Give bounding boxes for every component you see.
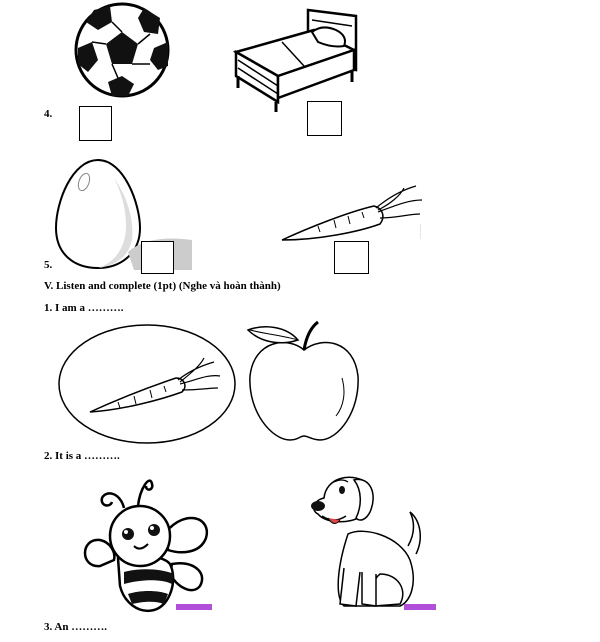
circled-carrot-picture: [56, 322, 238, 446]
apple-picture: [246, 318, 364, 444]
answer-box-ball[interactable]: [79, 106, 112, 141]
item-5-number: 5.: [44, 259, 53, 271]
soccer-ball-picture: [74, 2, 172, 98]
question-1: 1. I am a ……….: [44, 302, 124, 314]
carrot-watermark: ………: [418, 224, 424, 239]
bee-picture: [80, 468, 214, 614]
question-3: 3. An ……….: [44, 621, 107, 633]
dog-watermark-badge: [404, 604, 436, 610]
answer-box-bed[interactable]: [307, 101, 342, 136]
dog-picture: [304, 468, 436, 614]
item-4-number: 4.: [44, 108, 53, 120]
bee-watermark-badge: [176, 604, 212, 610]
answer-box-egg[interactable]: [141, 241, 174, 274]
answer-box-carrot[interactable]: [334, 241, 369, 274]
section-title: V. Listen and complete (1pt) (Nghe và hoàn thành): [44, 280, 281, 292]
question-2: 2. It is a ……….: [44, 450, 120, 462]
bed-picture: [232, 6, 364, 116]
